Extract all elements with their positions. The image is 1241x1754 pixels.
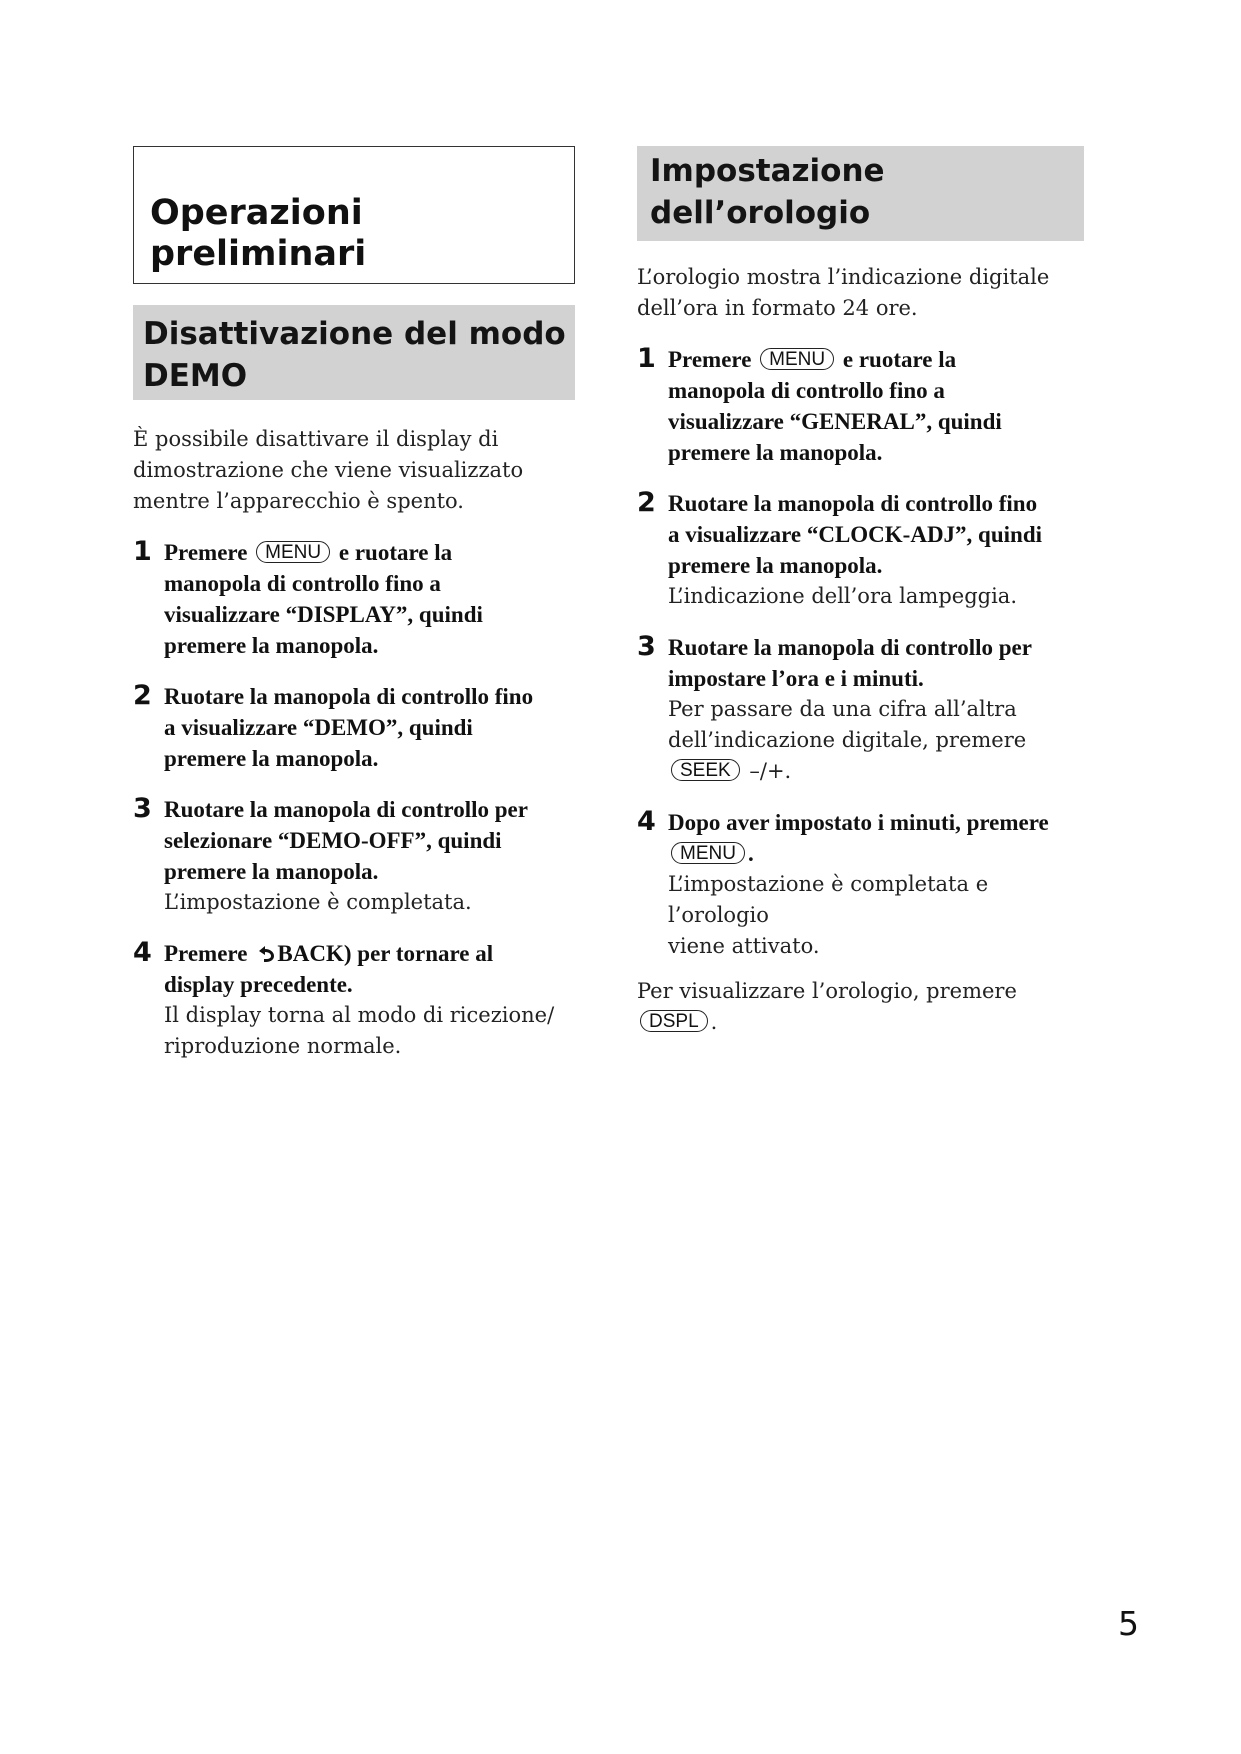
step-2 [637,488,1084,612]
step-number: 2 [133,680,152,711]
step-1 [133,537,575,661]
page-number: 5 [1118,1604,1139,1643]
step-2 [133,681,575,774]
step-3 [637,632,1084,787]
section-heading-clock [637,146,1084,241]
step-4 [133,938,575,1062]
chapter-title-line: preliminari [150,234,367,274]
step-text: Dopo aver impostato i minuti, premere MENU . [668,810,1049,866]
back-icon [255,944,277,964]
step-note: L’impostazione è completata. [164,890,472,914]
section-title: Disattivazione del modo DEMO [143,316,566,394]
step-number: 4 [637,806,656,837]
step-number: 3 [637,631,656,662]
step-number: 2 [637,487,656,518]
intro-paragraph: L’orologio mostra l’indicazione digitale dell’ora in formato 24 ore. [637,265,1050,320]
chapter-title-line: Operazioni [150,193,363,233]
section-title: Impostazione dell’orologio [650,153,885,231]
dspl-key: DSPL [640,1010,708,1032]
step-text: Premere MENU e ruotare la manopola di controllo fino a visualizzare “DISPLAY”, quindi premere la manopola. [164,540,483,658]
step-number: 3 [133,793,152,824]
step-note: L’impostazione è completata e l’orologio viene attivato. [668,872,989,958]
step-number: 4 [133,937,152,968]
step-number: 1 [133,536,152,567]
step-1 [637,344,1084,468]
step-text: Premere BACK) per tornare al display precedente. [164,941,494,997]
step-text: Ruotare la manopola di controllo per selezionare “DEMO-OFF”, quindi premere la manopola. [164,797,528,884]
intro-paragraph: È possibile disattivare il display di dimostrazione che viene visualizzato mentre l’apparecchio è spento. [133,427,524,513]
step-note: Per passare da una cifra all’altra dell’indicazione digitale, premere SEEK –/+. [668,697,1027,783]
step-text: Ruotare la manopola di controllo fino a visualizzare “DEMO”, quindi premere la manopola. [164,684,534,771]
step-text: Ruotare la manopola di controllo fino a visualizzare “CLOCK-ADJ”, quindi premere la manopola. [668,491,1042,578]
menu-key: MENU [671,842,745,864]
step-note: L’indicazione dell’ora lampeggia. [668,584,1017,608]
footer-paragraph: Per visualizzare l’orologio, premere DSPL . [637,979,1017,1034]
step-4 [637,807,1084,962]
step-text: Premere MENU e ruotare la manopola di controllo fino a visualizzare “GENERAL”, quindi premere la manopola. [668,347,1002,465]
right-column [637,146,1084,1038]
section-heading-demo [133,305,575,400]
step-text: Ruotare la manopola di controllo per impostare l’ora e i minuti. [668,635,1032,691]
step-note: Il display torna al modo di ricezione/ riproduzione normale. [164,1003,555,1058]
menu-key: MENU [760,348,834,370]
left-column [133,146,575,1062]
chapter-title [150,193,574,275]
step-number: 1 [637,343,656,374]
menu-key: MENU [256,541,330,563]
step-3 [133,794,575,918]
chapter-title-box [133,146,575,284]
seek-key: SEEK [671,759,740,781]
